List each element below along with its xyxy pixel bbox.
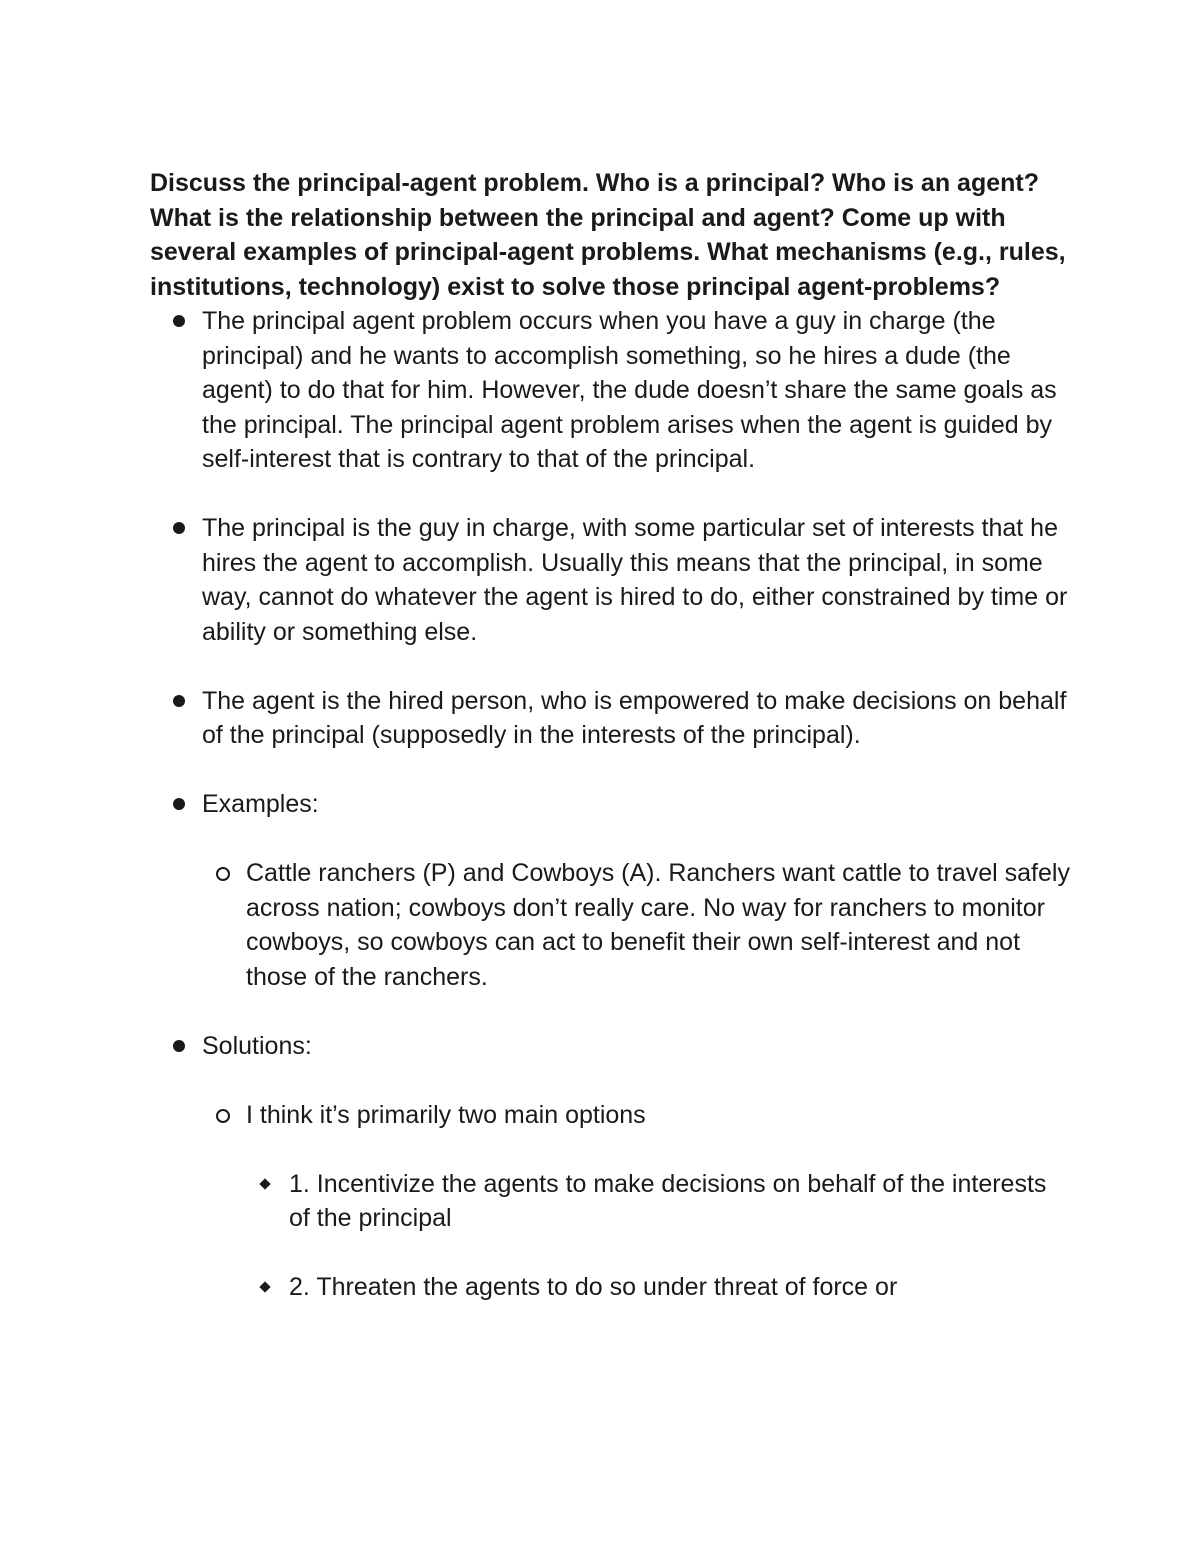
bullet-diamond-icon xyxy=(257,1167,277,1202)
list-item xyxy=(150,1098,1070,1133)
bullet-diamond-icon xyxy=(257,1270,277,1305)
list-item xyxy=(150,1270,1070,1305)
list-item-text: 1. Incentivize the agents to make decisions on behalf of the interests of the principal xyxy=(289,1169,1047,1232)
list-item-text: Cattle ranchers (P) and Cowboys (A). Ranchers want cattle to travel safely across nation; cowboys don’t really care. No way for ranchers to monitor cowboys, so cowboys can act to benefit their own self-interest and not those of the ranchers. xyxy=(246,859,1070,991)
list-item-text: The agent is the hired person, who is empowered to make decisions on behalf of the principal (supposedly in the interests of the principal). xyxy=(202,686,1067,749)
list-item-text: 2. Threaten the agents to do so under threat of force or xyxy=(289,1273,898,1301)
bullet-disc-icon xyxy=(170,1029,190,1064)
list-item-text: The principal is the guy in charge, with some particular set of interests that he hires the agent to accomplish. Usually this means that the principal, in some way, cannot do whatever the agent is hired to do, either constrained by time or ability or something else. xyxy=(202,514,1068,646)
list-item-text: I think it’s primarily two main options xyxy=(246,1100,646,1129)
list-item xyxy=(150,304,1070,477)
question-heading: Discuss the principal-agent problem. Who is a principal? Who is an agent? What is the relationship between the principal and agent? Come up with several examples of principal-agent problems. What mechanisms (e.g., rules, institutions, technology) exist to solve those principal agent-problems? xyxy=(150,169,1066,301)
bullet-disc-icon xyxy=(170,684,190,719)
bullet-circle-icon xyxy=(214,1098,234,1133)
list-item-text: The principal agent problem occurs when you have a guy in charge (the principal) and he wants to accomplish something, so he hires a dude (the agent) to do that for him. However, the dude doesn’t share the same goals as the principal. The principal agent problem arises when the agent is guided by self-interest that is contrary to that of the principal. xyxy=(202,307,1057,473)
list-item-text: Examples: xyxy=(202,790,319,818)
list-item xyxy=(150,1167,1070,1236)
bullet-disc-icon xyxy=(170,787,190,822)
list-item-text: Solutions: xyxy=(202,1031,312,1060)
list-item xyxy=(150,511,1070,649)
bullet-circle-icon xyxy=(214,856,234,891)
list-item xyxy=(150,787,1070,822)
document-page xyxy=(150,166,1070,1305)
list-item xyxy=(150,684,1070,753)
bullet-disc-icon xyxy=(170,304,190,339)
list-item xyxy=(150,1029,1070,1064)
list-item xyxy=(150,856,1070,994)
bullet-disc-icon xyxy=(170,511,190,546)
